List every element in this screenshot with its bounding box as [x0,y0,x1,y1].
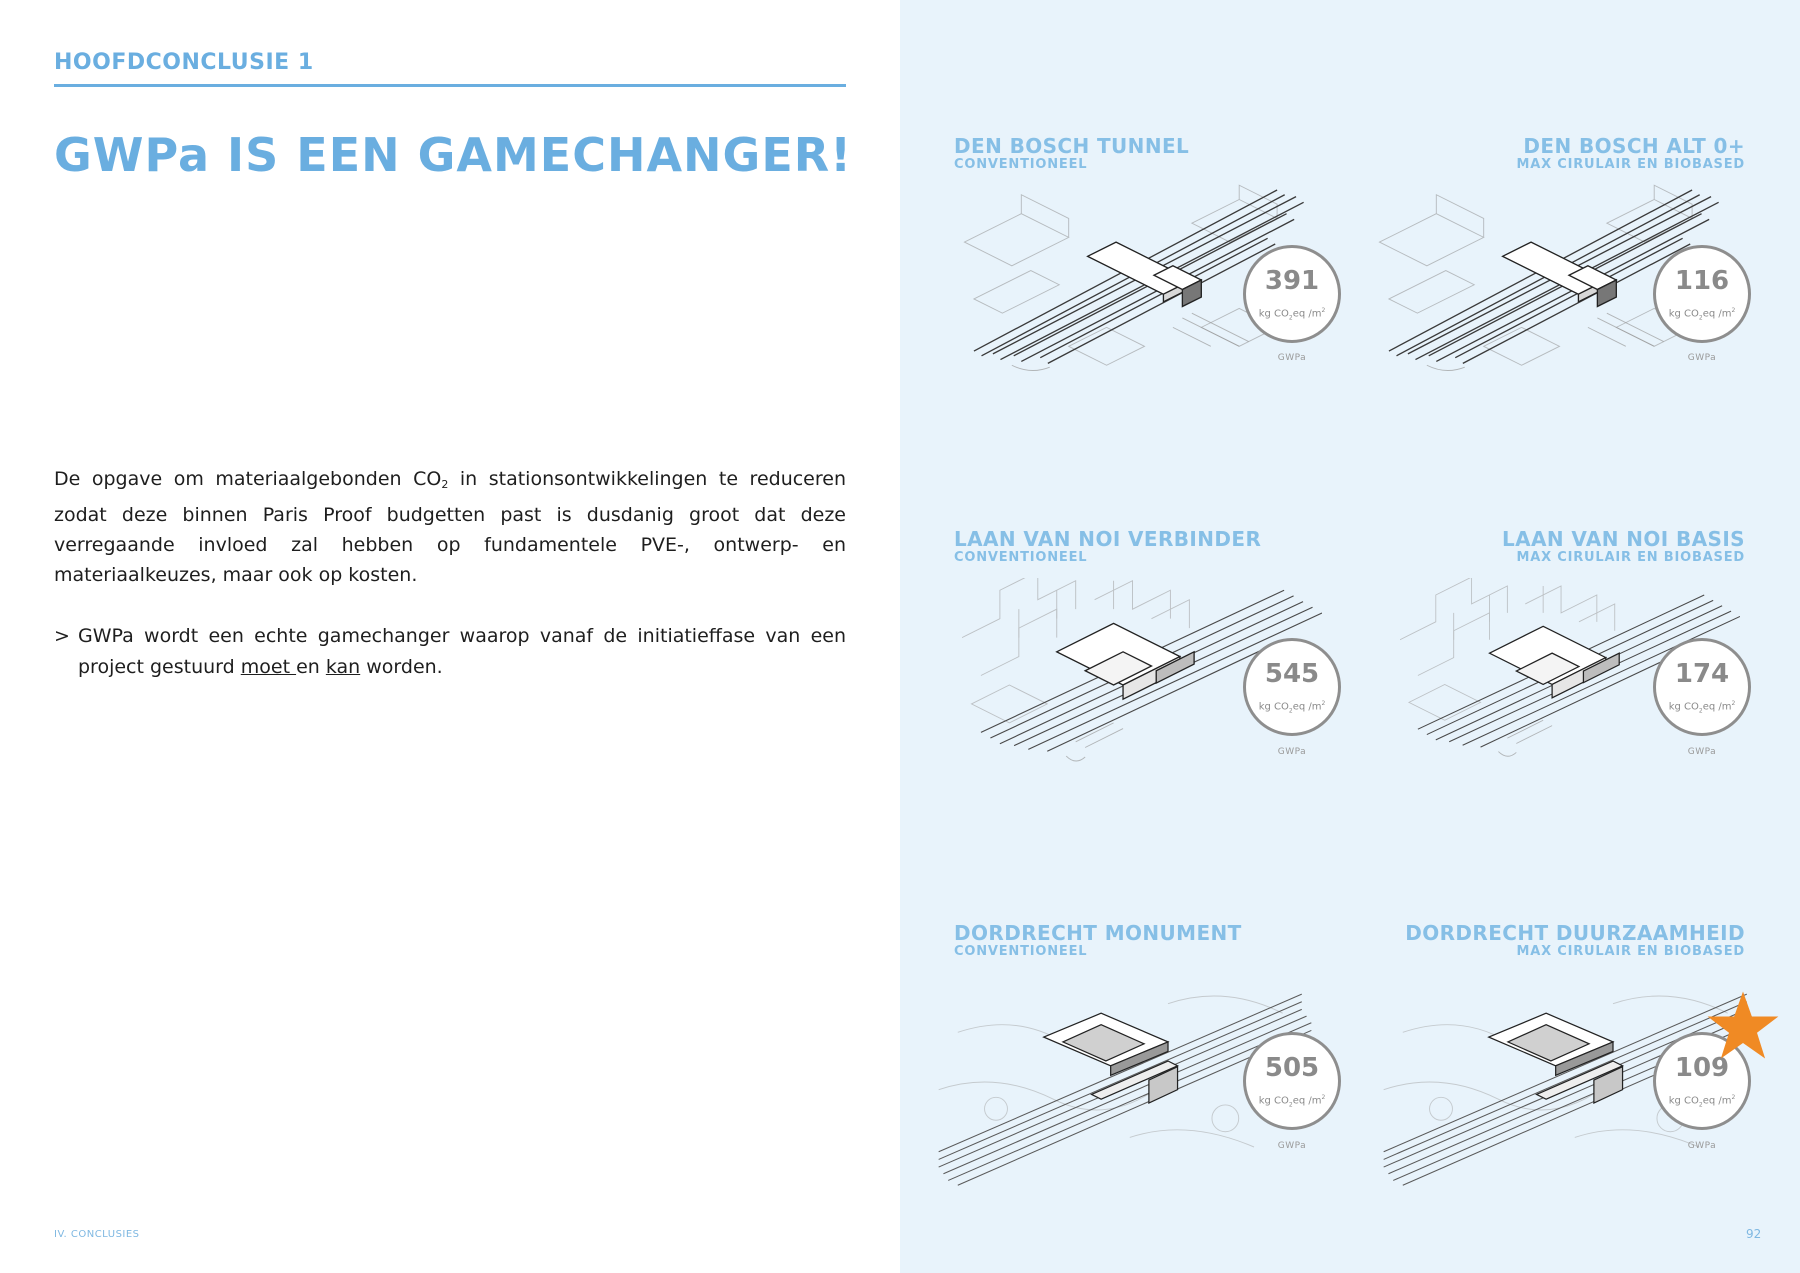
gwpa-value: 505 [1264,1053,1320,1083]
gwpa-value: 116 [1674,266,1730,296]
bullet-text-mid: en [296,656,326,678]
gwpa-caption: GWPa [1277,747,1307,757]
gwpa-badge-den-bosch-alt [1653,245,1751,343]
gwpa-unit: kg $CO_2eq$ $/m^2$ [1258,700,1326,715]
gwpa-unit: kg $CO_2eq$ $/m^2$ [1668,307,1736,322]
gwpa-caption: GWPa [1277,1141,1307,1151]
gwpa-badge-dordrecht-monument [1243,1032,1341,1130]
panel-subtitle: MAX CIRULAIR EN BIOBASED [1516,157,1745,172]
gwpa-badge-laan-van-noi-verbinder [1243,638,1341,736]
panel-title: DORDRECHT MONUMENT [954,921,1242,945]
panel-title: DORDRECHT DUURZAAMHEID [1405,921,1745,945]
bullet-item [54,621,846,683]
panel-subtitle: MAX CIRULAIR EN BIOBASED [1516,550,1745,565]
gwpa-value: 391 [1264,266,1320,296]
section-divider [54,84,846,87]
page-title: GWPa IS EEN GAMECHANGER! [54,128,853,182]
panel-title: LAAN VAN NOI VERBINDER [954,527,1262,551]
gwpa-caption: GWPa [1687,1141,1717,1151]
bullet-marker: > [54,625,70,647]
body-paragraph [54,464,846,590]
panel-laan-van-noi-verbinder-heading [954,528,1261,566]
panel-laan-van-noi-basis-heading [1502,528,1745,566]
gwpa-unit: kg $CO_2eq$ $/m^2$ [1258,1094,1326,1109]
panel-den-bosch-tunnel-heading [954,135,1189,173]
page-number: 92 [1746,1227,1762,1241]
gwpa-value: 109 [1674,1053,1730,1083]
gwpa-badge-den-bosch-tunnel [1243,245,1341,343]
gwpa-caption: GWPa [1687,353,1717,363]
co2-subscript: 2 [441,478,449,491]
panel-title: DEN BOSCH ALT 0+ [1523,134,1745,158]
gwpa-unit: kg $CO_2eq$ $/m^2$ [1668,700,1736,715]
gwpa-caption: GWPa [1687,747,1717,757]
footer-section-label: IV. CONCLUSIES [54,1229,140,1240]
gwpa-value: 545 [1264,659,1320,689]
gwpa-caption: GWPa [1277,353,1307,363]
gwpa-value: 174 [1674,659,1730,689]
paragraph-text-end: in stationsontwikkelingen te reduceren zodat deze binnen Paris Proof budgetten past is dusdanig groot dat deze verregaande invloed zal hebben op fundamentele PVE-, ontwerp- en materiaalkeuzes, maar ook op kosten. [54,468,846,586]
underlined-moet: moet [240,656,297,678]
star-icon [1706,990,1780,1060]
gwpa-unit: kg $CO_2eq$ $/m^2$ [1258,307,1326,322]
underlined-kan: kan [325,656,361,678]
bullet-text-end: worden. [360,656,443,678]
panel-subtitle: CONVENTIONEEL [954,944,1088,959]
bullet-text-start: GWPa wordt een echte gamechanger waarop vanaf de initiatieffase van een project gestuurd [78,625,846,678]
panel-den-bosch-alt-heading [1517,135,1746,173]
section-label: HOOFDCONCLUSIE 1 [54,50,314,75]
gwpa-unit: kg $CO_2eq$ $/m^2$ [1668,1094,1736,1109]
panel-subtitle: CONVENTIONEEL [954,157,1088,172]
paragraph-text-start: De opgave om materiaalgebonden CO [54,468,442,490]
panel-subtitle: CONVENTIONEEL [954,550,1088,565]
panel-dordrecht-duurzaamheid-heading [1405,922,1745,960]
panel-subtitle: MAX CIRULAIR EN BIOBASED [1516,944,1745,959]
panel-title: DEN BOSCH TUNNEL [954,134,1190,158]
gwpa-badge-laan-van-noi-basis [1653,638,1751,736]
panel-dordrecht-monument-heading [954,922,1242,960]
panel-title: LAAN VAN NOI BASIS [1501,527,1745,551]
